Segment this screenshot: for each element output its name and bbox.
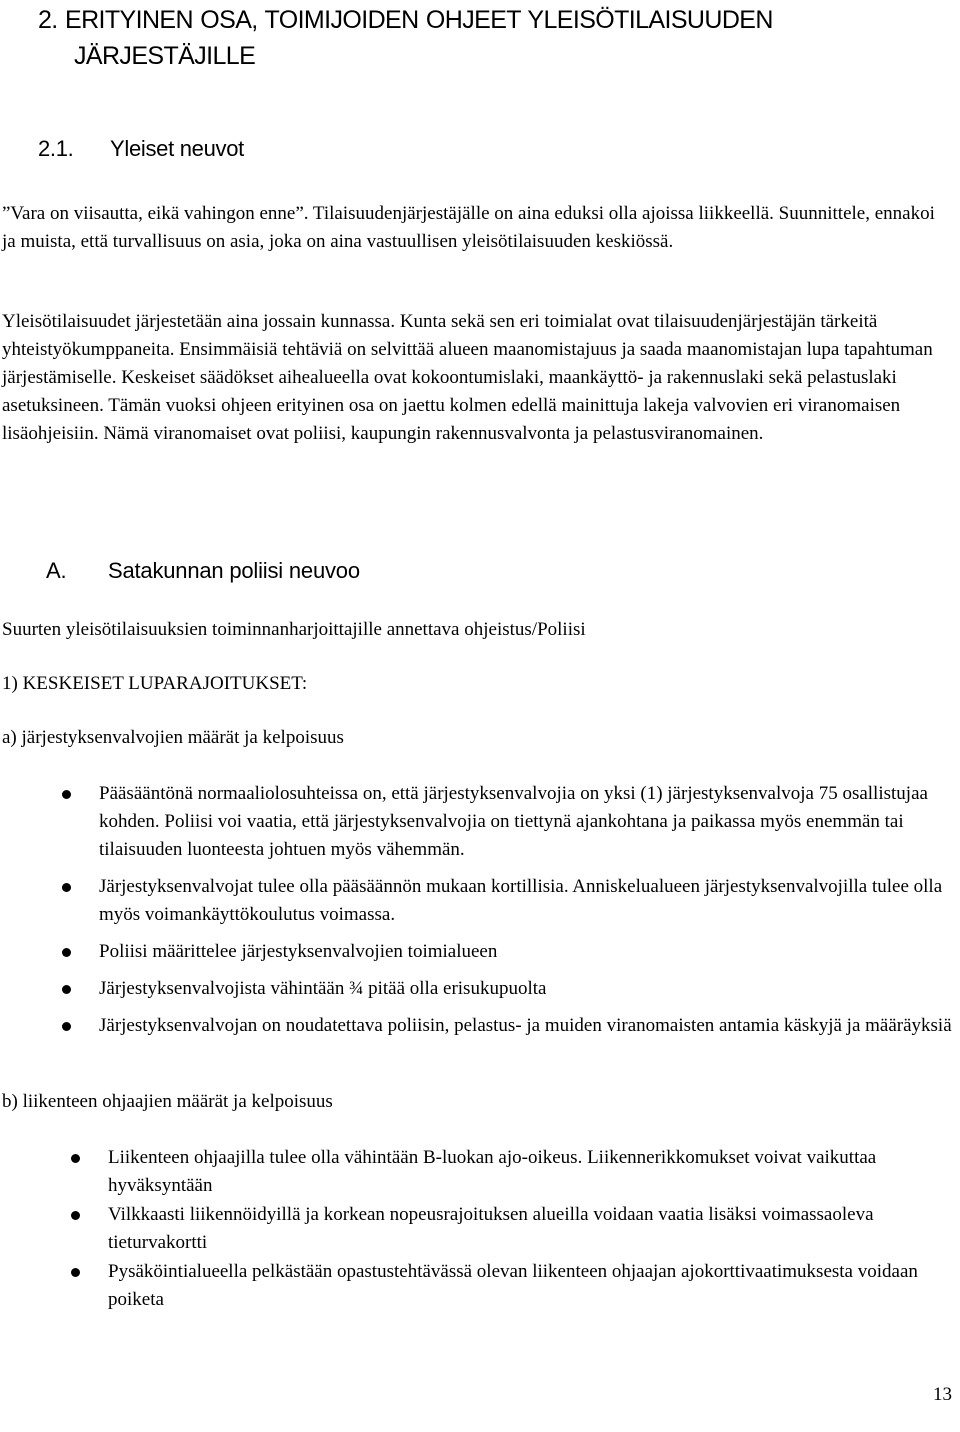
- bullet-icon: [71, 1211, 80, 1220]
- bullet-icon: [71, 1154, 80, 1163]
- subsection-title: Satakunnan poliisi neuvoo: [108, 558, 360, 583]
- list-item: [99, 873, 955, 929]
- bullet-icon: [62, 985, 71, 994]
- subsection-letter: A.: [46, 558, 67, 583]
- list-item: [99, 780, 955, 864]
- item-a-heading: a) järjestyksenvalvojien määrät ja kelpoisuus: [2, 727, 344, 748]
- body-paragraph: Yleisötilaisuudet järjestetään aina jossain kunnassa. Kunta sekä sen eri toimialat ovat tilaisuudenjärjestäjän tärkeitä yhteistyökumppaneita. Ensimmäisiä tehtäviä on selvittää alueen maanomistajuus ja saada maanomistajan lupa tapahtuman järjestämiselle. Keskeiset säädökset aihealueella ovat kokoontumislaki, maankäyttö- ja rakennuslaki sekä pelastuslaki asetuksineen. Tämän vuoksi ohjeen erityinen osa on jaettu kolmen edellä mainittuja lakeja valvovien eri viranomaisen lisäohjeisiin. Nämä viranomaiset ovat poliisi, kaupungin rakennusvalvonta ja pelastusviranomainen.: [2, 311, 933, 444]
- group-heading: 1) KESKEISET LUPARAJOITUKSET:: [2, 673, 308, 694]
- list-item-text: Järjestyksenvalvojat tulee olla pääsäännön mukaan kortillisia. Anniskelualueen järjestyksenvalvojilla tulee olla myös voimankäyttökoulutus voimassa.: [99, 876, 943, 925]
- item-b-heading: b) liikenteen ohjaajien määrät ja kelpoisuus: [2, 1091, 333, 1112]
- list-item: [99, 975, 955, 1003]
- list-item: [99, 1012, 955, 1040]
- page-number: 13: [933, 1384, 952, 1405]
- section-title: Yleiset neuvot: [110, 136, 244, 161]
- item-a-bullet-list: [99, 780, 955, 1040]
- list-item: [108, 1144, 938, 1200]
- subsection-heading: [46, 556, 360, 586]
- bullet-icon: [62, 1022, 71, 1031]
- section-number: 2.1.: [38, 136, 74, 161]
- chapter-heading: [38, 2, 773, 74]
- list-item-text: Vilkkaasti liikennöidyillä ja korkean nopeusrajoituksen alueilla voidaan vaatia lisäksi voimassaoleva tieturvakortti: [108, 1204, 874, 1253]
- list-item-text: Pääsääntönä normaaliolosuhteissa on, että järjestyksenvalvojia on yksi (1) järjestyksenvalvoja 75 osallistujaa kohden. Poliisi voi vaatia, että järjestyksenvalvojia on tiettynä ajankohtana ja paikassa myös enemmän tai tilaisuuden luonteesta johtuen myös vähemmän.: [99, 783, 928, 860]
- list-item: [108, 1258, 938, 1314]
- list-item-text: Järjestyksenvalvojan on noudatettava poliisin, pelastus- ja muiden viranomaisten antamia käskyjä ja määräyksiä: [99, 1015, 952, 1036]
- list-item-text: Poliisi määrittelee järjestyksenvalvojien toimialueen: [99, 941, 498, 962]
- intro-paragraph: ”Vara on viisautta, eikä vahingon enne”. Tilaisuudenjärjestäjälle on aina eduksi olla ajoissa liikkeellä. Suunnittele, ennakoi ja muista, että turvallisuus on asia, joka on aina vastuullisen yleisötilaisuuden keskiössä.: [2, 203, 935, 252]
- bullet-icon: [62, 948, 71, 957]
- list-item-text: Järjestyksenvalvojista vähintään ¾ pitää olla erisukupuolta: [99, 978, 547, 999]
- bullet-icon: [71, 1268, 80, 1277]
- item-b-bullet-list: [108, 1144, 938, 1314]
- list-item-text: Pysäköintialueella pelkästään opastustehtävässä olevan liikenteen ohjaajan ajokorttivaatimuksesta voidaan poiketa: [108, 1261, 918, 1310]
- bullet-icon: [62, 883, 71, 892]
- list-item-text: Liikenteen ohjaajilla tulee olla vähintään B-luokan ajo-oikeus. Liikennerikkomukset voivat vaikuttaa hyväksyntään: [108, 1147, 877, 1196]
- subsection-subtitle: Suurten yleisötilaisuuksien toiminnanharjoittajille annettava ohjeistus/Poliisi: [2, 619, 586, 640]
- section-heading: [38, 134, 244, 164]
- bullet-icon: [62, 790, 71, 799]
- chapter-heading-line2: JÄRJESTÄJILLE: [74, 42, 256, 70]
- chapter-heading-line1: 2. ERITYINEN OSA, TOIMIJOIDEN OHJEET YLEISÖTILAISUUDEN: [38, 6, 773, 34]
- list-item: [99, 938, 955, 966]
- list-item: [108, 1201, 938, 1257]
